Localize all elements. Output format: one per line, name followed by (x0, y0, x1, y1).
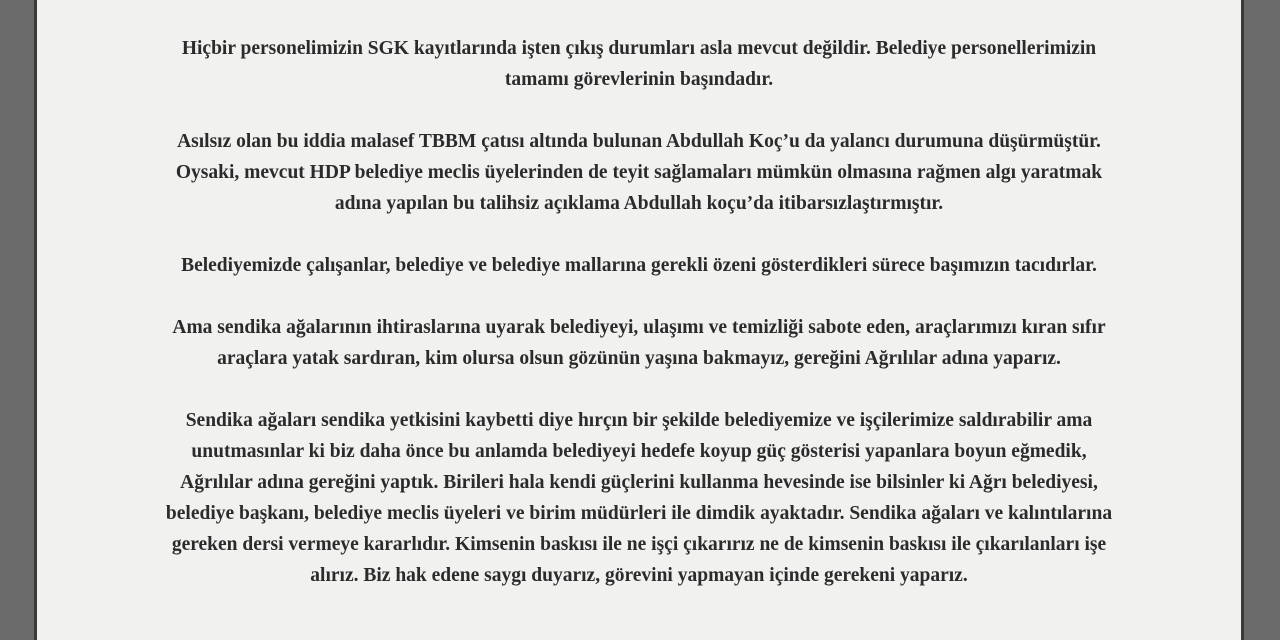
paragraph-2 (37, 126, 1241, 219)
text-line: alırız. Biz hak edene saygı duyarız, görevini yapmayan içinde gerekeni yaparız. (310, 565, 968, 586)
text-line: Oysaki, mevcut HDP belediye meclis üyelerinden de teyit sağlamaları mümkün olmasına rağmen algı yaratmak (175, 162, 1103, 183)
text-line: Belediyemizde çalışanlar, belediye ve belediye mallarına gerekli özeni gösterdikleri sürece başımızın tacıdırlar. (181, 255, 1097, 276)
text-line: Sendika ağaları sendika yetkisini kaybetti diye hırçın bir şekilde belediyemize ve işçilerimize saldırabilir ama (185, 410, 1093, 431)
text-line: gereken dersi vermeye kararlıdır. Kimsenin baskısı ile ne işçi çıkarırız ne de kimsenin baskısı ile çıkarılanları işe (171, 534, 1107, 555)
text-line: tamamı görevlerinin başındadır. (504, 69, 774, 90)
text-line: adına yapılan bu talihsiz açıklama Abdullah koçu’da itibarsızlaştırmıştır. (334, 193, 944, 214)
text-line: Ama sendika ağalarının ihtiraslarına uyarak belediyeyi, ulaşımı ve temizliği sabote eden, araçlarımızı kıran sıfır (172, 317, 1106, 338)
paragraph-4 (37, 312, 1241, 374)
statement-body (37, 33, 1241, 622)
text-line: Hiçbir personelimizin SGK kayıtlarında işten çıkış durumları asla mevcut değildir. Belediye personellerimizin (181, 38, 1097, 59)
text-line: belediye başkanı, belediye meclis üyeleri ve birim müdürleri ile dimdik ayaktadır. Sendika ağaları ve kalıntılarına (165, 503, 1113, 524)
paragraph-5 (37, 405, 1241, 591)
paragraph-3 (37, 250, 1241, 281)
statement-document (34, 0, 1244, 640)
text-line: Asılsız olan bu iddia malasef TBBM çatısı altında bulunan Abdullah Koç’u da yalancı durumuna düşürmüştür. (177, 131, 1101, 152)
paragraph-1 (37, 33, 1241, 95)
text-line: araçlara yatak sardıran, kim olursa olsun gözünün yaşına bakmayız, gereğini Ağrılılar adına yaparız. (217, 348, 1061, 369)
text-line: unutmasınlar ki biz daha önce bu anlamda belediyeyi hedefe koyup güç gösterisi yapanlara boyun eğmedik, (191, 441, 1087, 462)
text-line: Ağrılılar adına gereğini yaptık. Birileri hala kendi güçlerini kullanma hevesinde ise bilsinler ki Ağrı belediyesi, (180, 472, 1098, 493)
